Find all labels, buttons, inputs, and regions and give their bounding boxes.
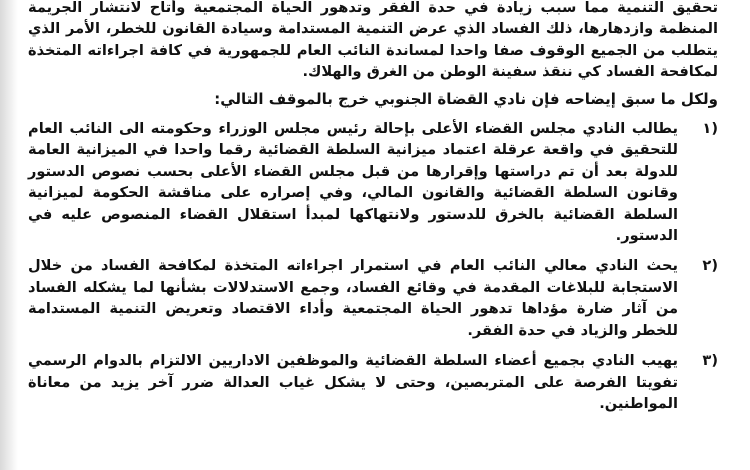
list-item-1 bbox=[28, 118, 718, 246]
list-item-text: يطالب النادي مجلس القضاء الأعلى بإحالة رئيس مجلس الوزراء وحكومته الى النائب العام للتحقيق في واقعة عرقلة اعتماد ميزانية السلطة القضائية رقما واحدا في الميزانية العامة للدولة بعد أن تم دراستها وإقرارها من قبل مجلس القضاء الأعلى بحسب نصوص الدستور وقانون السلطة القضائية والقانون المالي، وفي إصراره على مناقشة الحكومة لميزانية السلطة القضائية بالخرق للدستور ولانتهاكها لمبدأ استقلال القضاء المنصوص عليه في الدستور. bbox=[28, 120, 678, 245]
list-item-3 bbox=[28, 350, 718, 414]
intro-paragraph bbox=[28, 0, 718, 83]
list-item-2 bbox=[28, 255, 718, 341]
section-heading: ولكل ما سبق إيضاحه فإن نادي القضاة الجنوبي خرج بالموقف التالي: bbox=[214, 89, 718, 108]
intro-text: تحقيق التنمية مما سبب زيادة في حدة الفقر وتدهور الحياة المجتمعية وأتاح لانتشار الجريمة المنظمة وازدهارها، ذلك الفساد الذي عرض التنمية المستدامة وسيادة القانون للخطر، الأمر الذي يتطلب من الجميع الوقوف صفا واحدا لمساندة النائب العام للجمهورية في كافة اجراءاته المتخذة لمكافحة الفساد كي ننقذ سفينة الوطن من الغرق والهلاك. bbox=[28, 0, 718, 81]
list-item-text: يحث النادي معالي النائب العام في استمرار اجراءاته المتخذة لمكافحة الفساد من خلال الاستجابة للبلاغات المقدمة في وقائع الفساد، وجمع الاستدلالات بشأنها لما يشكله الفساد من آثار ضارة مؤداها تدهور الحياة المجتمعية وأداء الاقتصاد وتعريض التنمية المستدامة للخطر والزياد في حدة الفقر. bbox=[28, 257, 678, 339]
list-item-number: (٣ bbox=[702, 352, 718, 370]
document-body bbox=[28, 0, 718, 423]
page-shadow-edge bbox=[0, 0, 18, 470]
list-item-text: يهيب النادي بجميع أعضاء السلطة القضائية والموظفين الاداريين الالتزام بالدوام الرسمي تفويتا الفرصة على المتربصين، وحتى لا يشكل غياب العدالة ضرر آخر يزيد من معاناة المواطنين. bbox=[28, 352, 678, 412]
list-item-number: (٢ bbox=[702, 257, 718, 275]
list-item-number: (١ bbox=[702, 120, 718, 138]
